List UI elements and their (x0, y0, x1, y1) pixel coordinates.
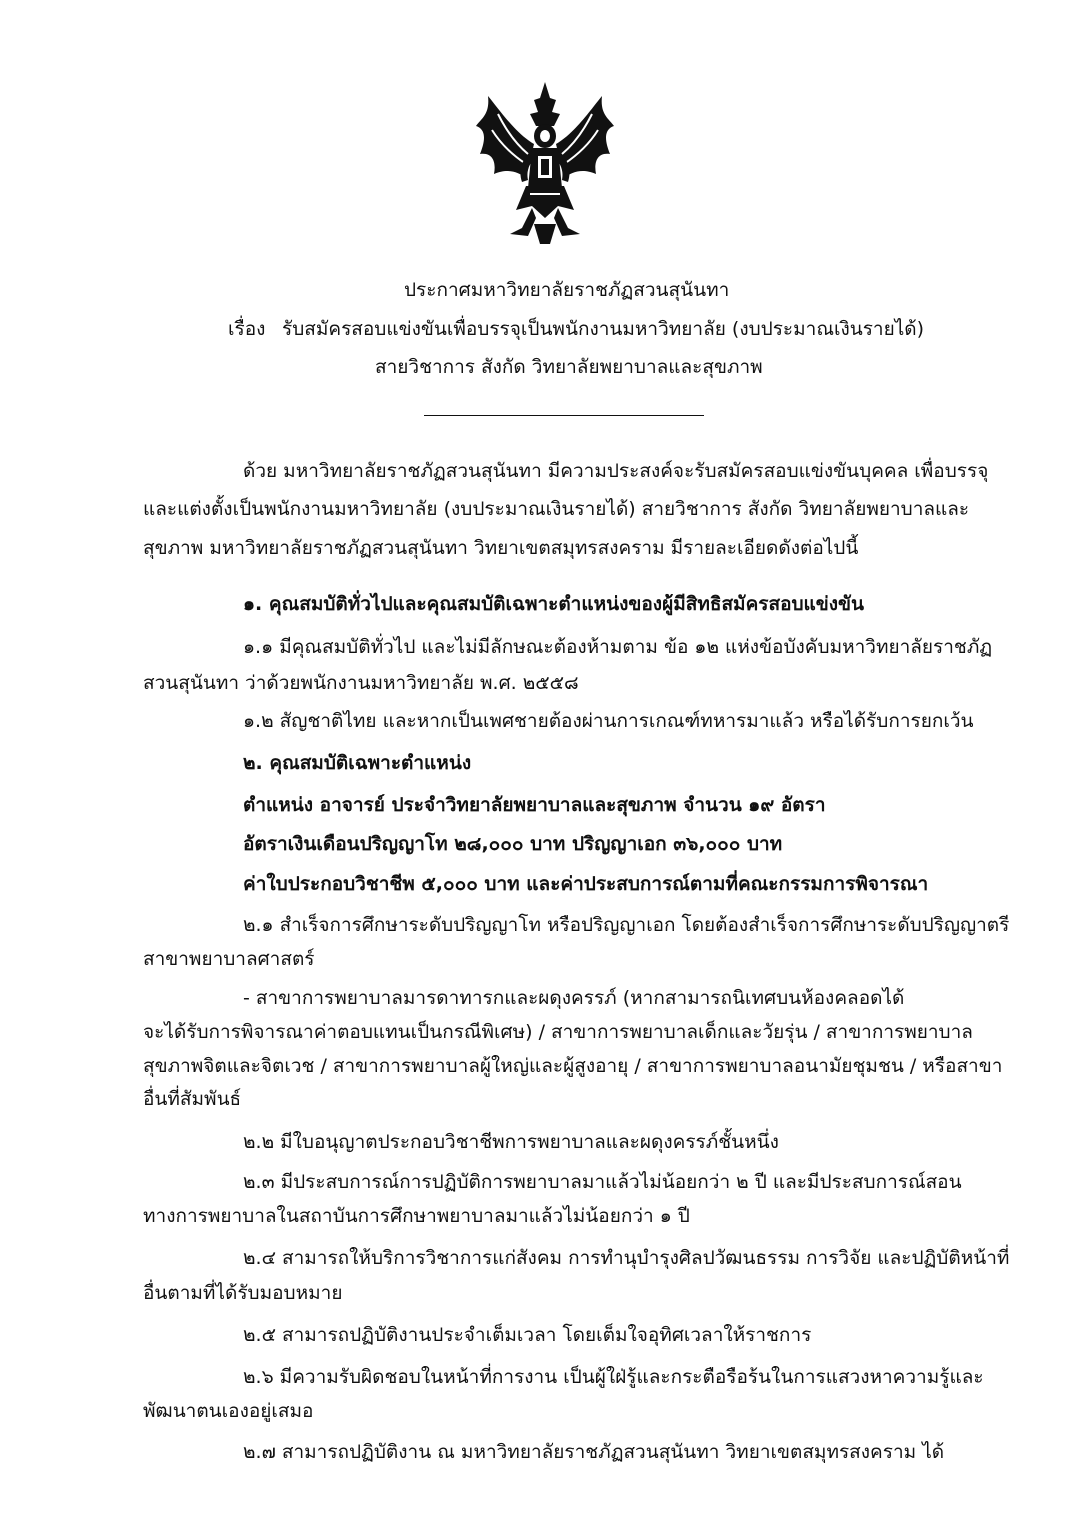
item-2-7: ๒.๗ สามารถปฏิบัติงาน ณ มหาวิทยาลัยราชภัฏสวนสุนันทา วิทยาเขตสมุทรสงคราม ได้ (243, 1441, 945, 1463)
intro-line-3: สุขภาพ มหาวิทยาลัยราชภัฏสวนสุนันทา วิทยาเขตสมุทรสงคราม มีรายละเอียดดังต่อไปนี้ (143, 537, 859, 559)
announcement-title: ประกาศมหาวิทยาลัยราชภัฏสวนสุนันทา (404, 279, 730, 301)
garuda-emblem-icon (470, 78, 620, 248)
item-2-1-line-2: สาขาพยาบาลศาสตร์ (143, 948, 315, 970)
section-2-heading: ๒. คุณสมบัติเฉพาะตำแหน่ง (243, 752, 472, 774)
allowance-line: ค่าใบประกอบวิชาชีพ ๕,๐๐๐ บาท และค่าประสบการณ์ตามที่คณะกรรมการพิจารณา (243, 873, 929, 895)
item-2-1-line-1: ๒.๑ สำเร็จการศึกษาระดับปริญญาโท หรือปริญญาเอก โดยต้องสำเร็จการศึกษาระดับปริญญาตรี (243, 914, 1010, 936)
fields-line-4: อื่นที่สัมพันธ์ (143, 1088, 242, 1110)
item-1-1-line-1: ๑.๑ มีคุณสมบัติทั่วไป และไม่มีลักษณะต้องห้ามตาม ข้อ ๑๒ แห่งข้อบังคับมหาวิทยาลัยราชภัฏ (243, 636, 993, 658)
item-2-3-line-2: ทางการพยาบาลในสถาบันการศึกษาพยาบาลมาแล้วไม่น้อยกว่า ๑ ปี (143, 1205, 690, 1227)
announcement-subtitle: สายวิชาการ สังกัด วิทยาลัยพยาบาลและสุขภาพ (375, 356, 763, 378)
intro-line-2: และแต่งตั้งเป็นพนักงานมหาวิทยาลัย (งบประมาณเงินรายได้) สายวิชาการ สังกัด วิทยาลัยพยาบาลและ (143, 498, 970, 520)
item-1-2: ๑.๒ สัญชาติไทย และหากเป็นเพศชายต้องผ่านการเกณฑ์ทหารมาแล้ว หรือได้รับการยกเว้น (243, 710, 974, 732)
position-line: ตำแหน่ง อาจารย์ ประจำวิทยาลัยพยาบาลและสุขภาพ จำนวน ๑๙ อัตรา (243, 794, 826, 816)
section-1-heading: ๑. คุณสมบัติทั่วไปและคุณสมบัติเฉพาะตำแหน่งของผู้มีสิทธิสมัครสอบแข่งขัน (243, 593, 865, 615)
item-2-4-line-2: อื่นตามที่ได้รับมอบหมาย (143, 1282, 343, 1304)
item-1-1-line-2: สวนสุนันทา ว่าด้วยพนักงานมหาวิทยาลัย พ.ศ. ๒๕๕๘ (143, 672, 579, 694)
salary-line: อัตราเงินเดือนปริญญาโท ๒๘,๐๐๐ บาท ปริญญาเอก ๓๖,๐๐๐ บาท (243, 833, 783, 855)
title-divider (424, 415, 704, 416)
fields-line-3: สุขภาพจิตและจิตเวช / สาขาการพยาบาลผู้ใหญ่และผู้สูงอายุ / สาขาการพยาบาลอนามัยชุมชน / หรือสาขา (143, 1055, 1003, 1077)
item-2-4-line-1: ๒.๔ สามารถให้บริการวิชาการแก่สังคม การทำนุบำรุงศิลปวัฒนธรรม การวิจัย และปฏิบัติหน้าที่ (243, 1247, 1010, 1269)
subject-label: เรื่อง (228, 318, 266, 340)
item-2-3-line-1: ๒.๓ มีประสบการณ์การปฏิบัติการพยาบาลมาแล้วไม่น้อยกว่า ๒ ปี และมีประสบการณ์สอน (243, 1171, 962, 1193)
item-2-6-line-1: ๒.๖ มีความรับผิดชอบในหน้าที่การงาน เป็นผู้ใฝ่รู้และกระตือรือร้นในการแสวงหาความรู้และ (243, 1366, 984, 1388)
item-2-2: ๒.๒ มีใบอนุญาตประกอบวิชาชีพการพยาบาลและผดุงครรภ์ชั้นหนึ่ง (243, 1131, 779, 1153)
intro-line-1: ด้วย มหาวิทยาลัยราชภัฏสวนสุนันทา มีความประสงค์จะรับสมัครสอบแข่งขันบุคคล เพื่อบรรจุ (243, 460, 989, 482)
fields-line-2: จะได้รับการพิจารณาค่าตอบแทนเป็นกรณีพิเศษ) / สาขาการพยาบาลเด็กและวัยรุ่น / สาขาการพยาบาล (143, 1021, 973, 1043)
fields-line-1: - สาขาการพยาบาลมารดาทารกและผดุงครรภ์ (หากสามารถนิเทศบนห้องคลอดได้ (243, 987, 905, 1009)
announcement-subject: รับสมัครสอบแข่งขันเพื่อบรรจุเป็นพนักงานมหาวิทยาลัย (งบประมาณเงินรายได้) (282, 318, 925, 340)
item-2-5: ๒.๕ สามารถปฏิบัติงานประจำเต็มเวลา โดยเต็มใจอุทิศเวลาให้ราชการ (243, 1324, 812, 1346)
item-2-6-line-2: พัฒนาตนเองอยู่เสมอ (143, 1400, 314, 1422)
